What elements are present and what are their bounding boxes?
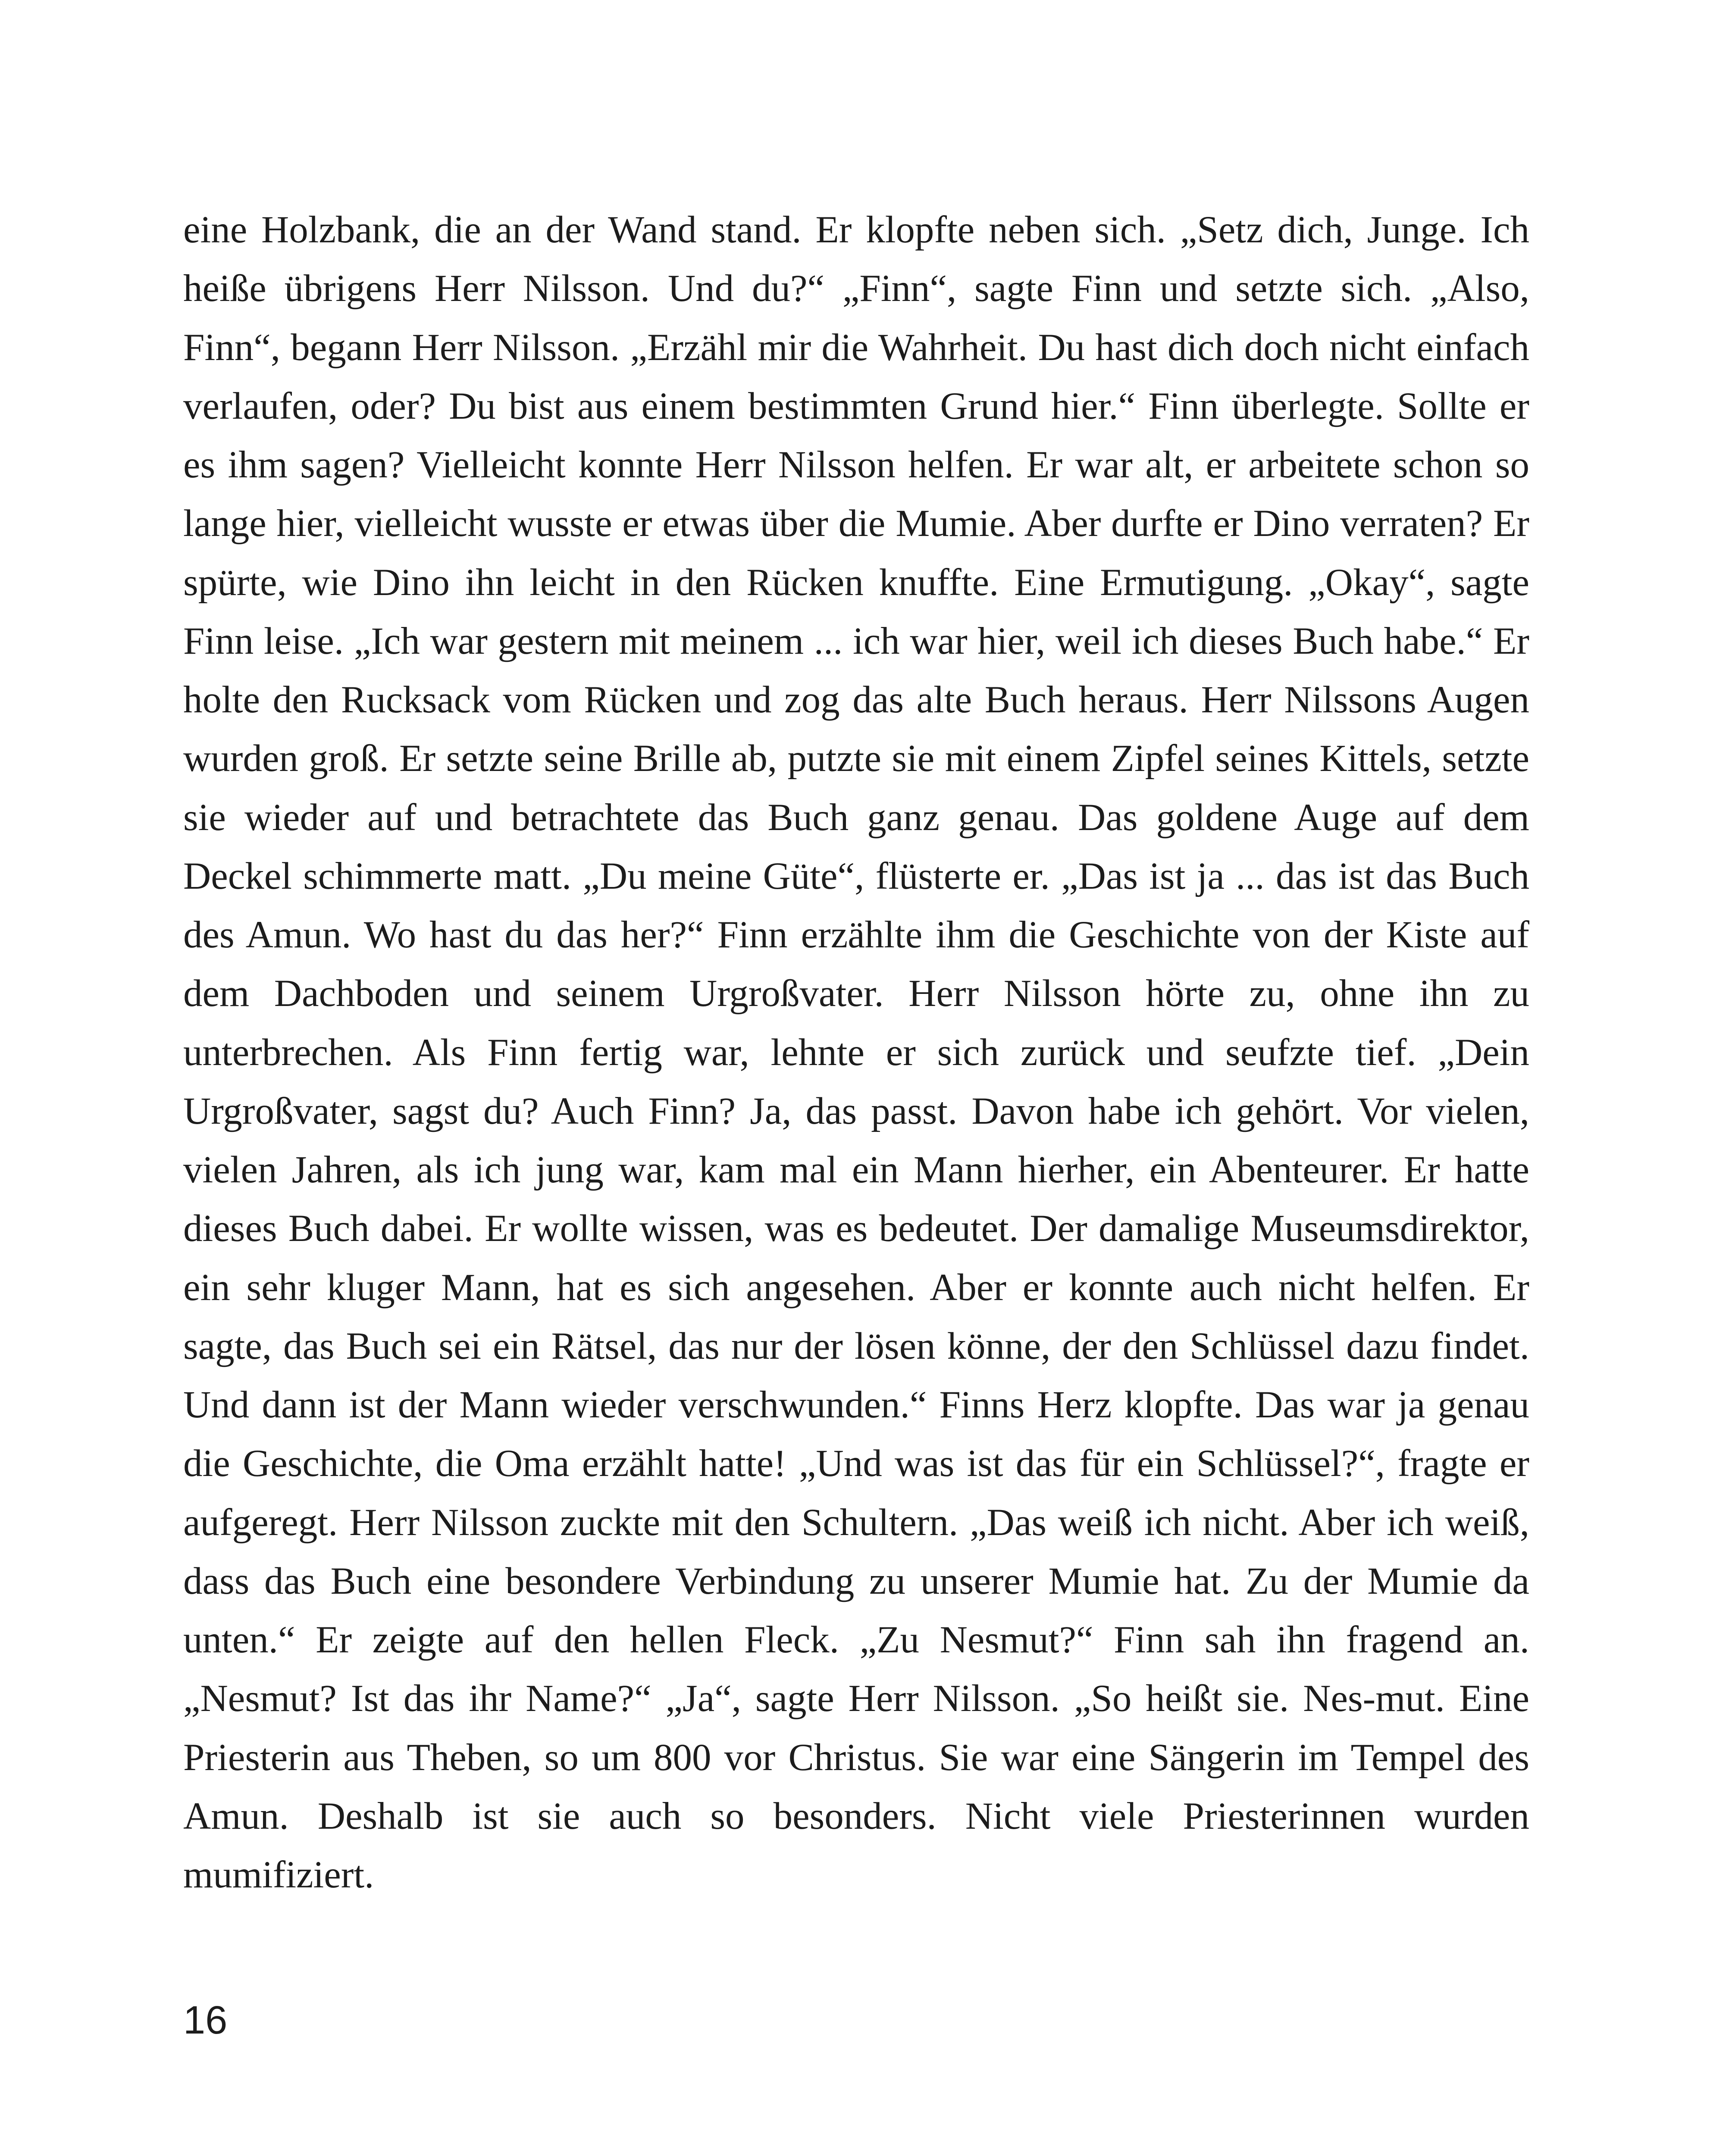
page-number: 16 — [183, 1998, 228, 2042]
body-paragraph: eine Holzbank, die an der Wand stand. Er klopfte neben sich. „Setz dich, Junge. Ich heiße übrigens Herr Nilsson. Und du?“ „Finn“, sagte Finn und setzte sich. „Also, Finn“, begann Herr Nilsson. „Erzähl mir die Wahrheit. Du hast dich doch nicht einfach verlaufen, oder? Du bist aus einem bestimmten Grund hier.“ Finn überlegte. Sollte er es ihm sagen? Vielleicht konnte Herr Nilsson helfen. Er war alt, er arbeitete schon so lange hier, vielleicht wusste er etwas über die Mumie. Aber durfte er Dino verraten? Er spürte, wie Dino ihn leicht in den Rücken knuffte. Eine Ermutigung. „Okay“, sagte Finn leise. „Ich war gestern mit meinem ... ich war hier, weil ich dieses Buch habe.“ Er holte den Rucksack vom Rücken und zog das alte Buch heraus. Herr Nilssons Augen wurden groß. Er setzte seine Brille ab, putzte sie mit einem Zipfel seines Kittels, setzte sie wieder auf und betrachtete das Buch ganz genau. Das goldene Auge auf dem Deckel schimmerte matt. „Du meine Güte“, flüsterte er. „Das ist ja ... das ist das Buch des Amun. Wo hast du das her?“ Finn erzählte ihm die Geschichte von der Kiste auf dem Dachboden und seinem Urgroßvater. Herr Nilsson hörte zu, ohne ihn zu unterbrechen. Als Finn fertig war, lehnte er sich zurück und seufzte tief. „Dein Urgroßvater, sagst du? Auch Finn? Ja, das passt. Davon habe ich gehört. Vor vielen, vielen Jahren, als ich jung war, kam mal ein Mann hierher, ein Abenteurer. Er hatte dieses Buch dabei. Er wollte wissen, was es bedeutet. Der damalige Museumsdirektor, ein sehr kluger Mann, hat es sich angesehen. Aber er konnte auch nicht helfen. Er sagte, das Buch sei ein Rätsel, das nur der lösen könne, der den Schlüssel dazu findet. Und dann ist der Mann wieder verschwunden.“ Finns Herz klopfte. Das war ja genau die Geschichte, die Oma erzählt hatte! „Und was ist das für ein Schlüssel?“, fragte er aufgeregt. Herr Nilsson zuckte mit den Schultern. „Das weiß ich nicht. Aber ich weiß, dass das Buch eine besondere Verbindung zu unserer Mumie hat. Zu der Mumie da unten.“ Er zeigte auf den hellen Fleck. „Zu Nesmut?“ Finn sah ihn fragend an. „Nesmut? Ist das ihr Name?“ „Ja“, sagte Herr Nilsson. „So heißt sie. Nes-mut. Eine Priesterin aus Theben, so um 800 vor Christus. Sie war eine Sängerin im Tempel des Amun. Deshalb ist sie auch so besonders. Nicht viele Priesterinnen wurden mumifiziert. — [183, 209, 1529, 1896]
